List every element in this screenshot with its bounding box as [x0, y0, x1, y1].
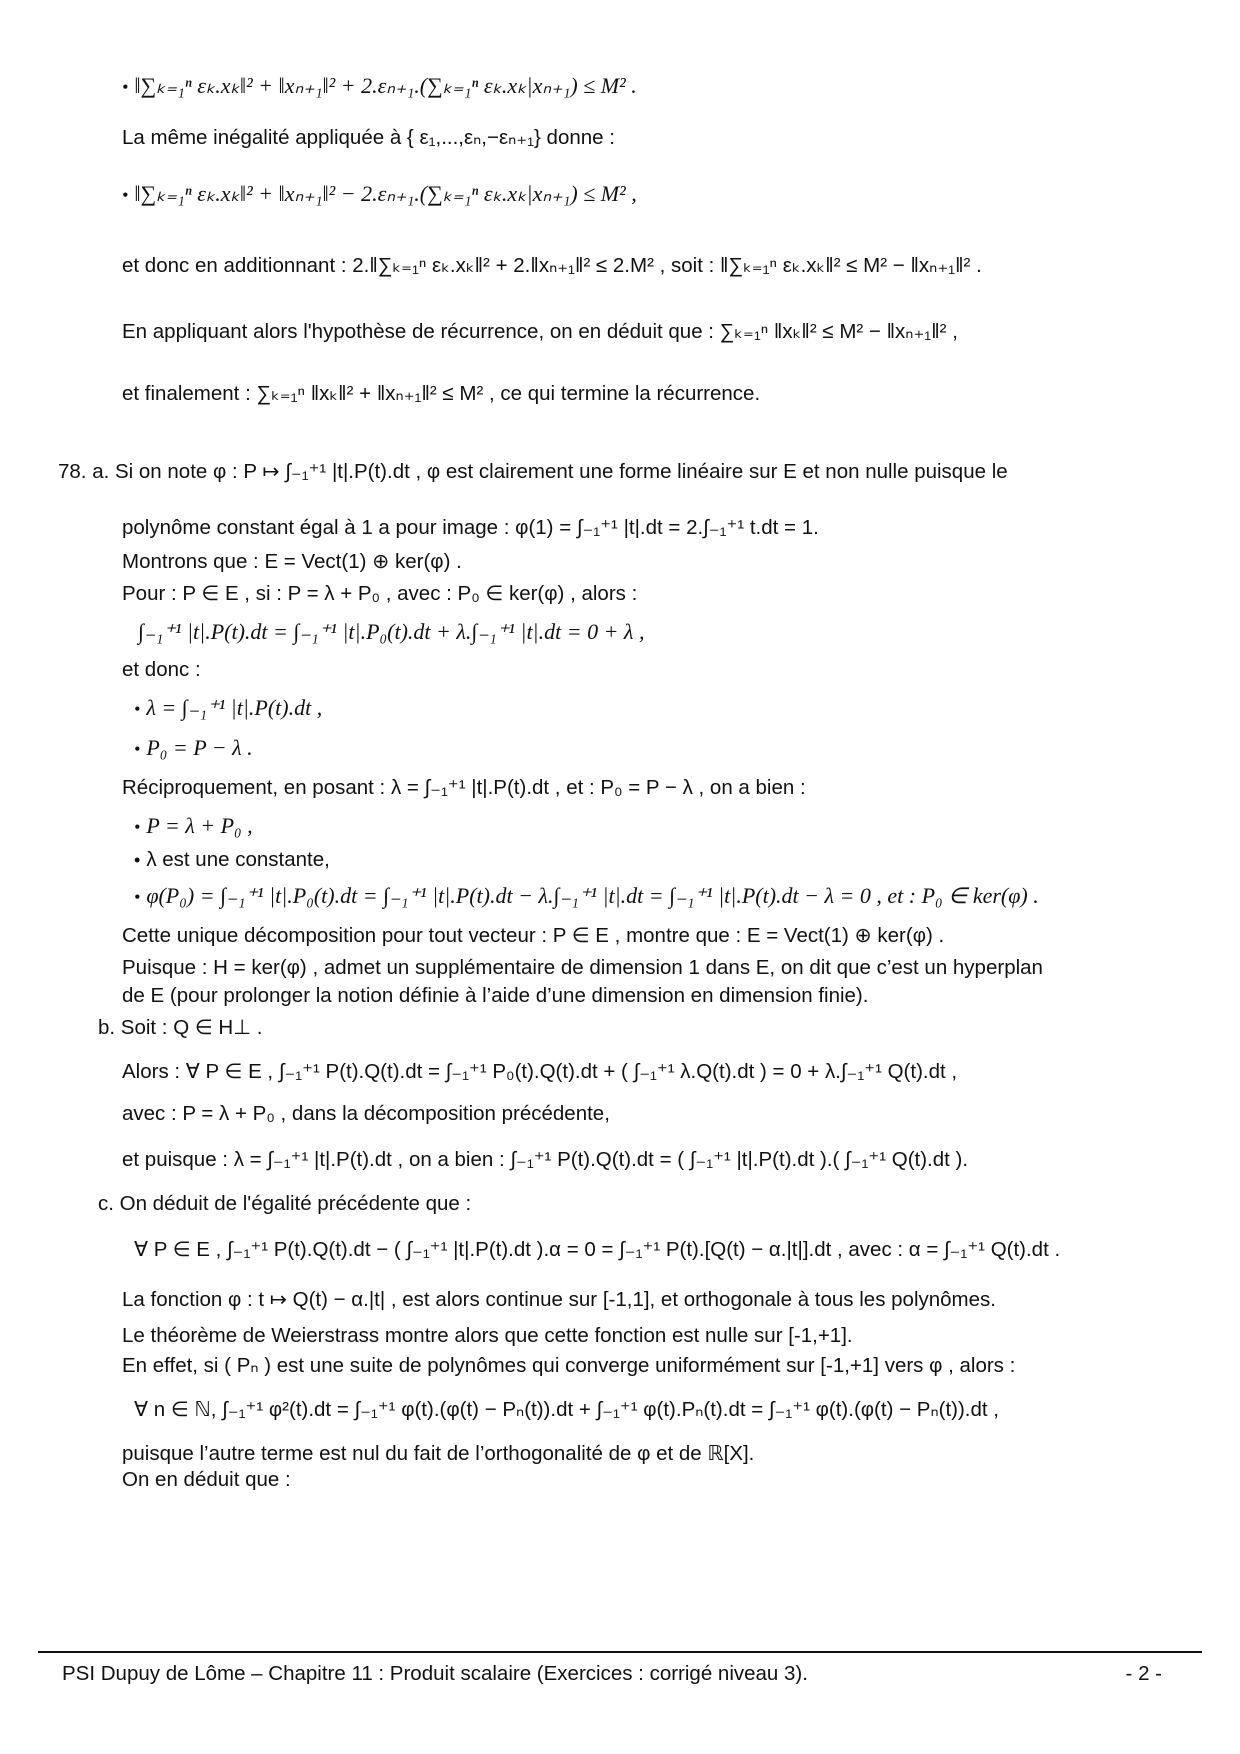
bullet-line: [134, 734, 253, 763]
text-line: puisque l’autre terme est nul du fait de l’orthogonalité de φ et de ℝ[X].: [122, 1442, 755, 1465]
bullet-glyph: •: [134, 817, 141, 837]
text-line: Pour : P ∈ E , si : P = λ + P₀ , avec : P₀ ∈ ker(φ) , alors :: [122, 582, 638, 605]
text-line: polynôme constant égal à 1 a pour image : φ(1) = ∫₋₁⁺¹ |t|.dt = 2.∫₋₁⁺¹ t.dt = 1.: [122, 516, 819, 539]
text-line: Cette unique décomposition pour tout vecteur : P ∈ E , montre que : E = Vect(1) ⊕ ker(φ) .: [122, 924, 945, 947]
text-line: et donc en additionnant : 2.‖∑ₖ₌₁ⁿ εₖ.xₖ‖² + 2.‖xₙ₊₁‖² ≤ 2.M² , soit : ‖∑ₖ₌₁ⁿ εₖ.xₖ‖² ≤ M² − ‖xₙ₊₁‖² .: [122, 254, 982, 277]
bullet-glyph: •: [134, 887, 141, 907]
formula: P₀ = P − λ .: [146, 735, 253, 760]
footer-title: PSI Dupuy de Lôme – Chapitre 11 : Produit scalaire (Exercices : corrigé niveau 3).: [62, 1662, 808, 1685]
bullet-line: [134, 694, 322, 723]
bullet-line: [134, 812, 253, 841]
footer-rule: [38, 1651, 1202, 1653]
text-line: En appliquant alors l'hypothèse de récurrence, on en déduit que : ∑ₖ₌₁ⁿ ‖xₖ‖² ≤ M² − ‖xₙ₊₁‖² ,: [122, 320, 958, 343]
text: λ est une constante,: [146, 848, 330, 871]
text-line: On en déduit que :: [122, 1468, 291, 1491]
text-line: Montrons que : E = Vect(1) ⊕ ker(φ) .: [122, 550, 462, 573]
text-line: avec : P = λ + P₀ , dans la décomposition précédente,: [122, 1102, 610, 1125]
bullet-line: [122, 180, 637, 209]
text-line: ∀ n ∈ ℕ, ∫₋₁⁺¹ φ²(t).dt = ∫₋₁⁺¹ φ(t).(φ(t) − Pₙ(t)).dt + ∫₋₁⁺¹ φ(t).Pₙ(t).dt = ∫₋₁⁺¹ φ(t).(φ(t) − Pₙ(t)).dt ,: [134, 1398, 999, 1421]
page-number: - 2 -: [1125, 1662, 1162, 1685]
bullet-glyph: •: [134, 850, 141, 870]
text-line: Alors : ∀ P ∈ E , ∫₋₁⁺¹ P(t).Q(t).dt = ∫₋₁⁺¹ P₀(t).Q(t).dt + ( ∫₋₁⁺¹ λ.Q(t).dt ) = 0 + λ.∫₋₁⁺¹ Q(t).dt ,: [122, 1060, 958, 1083]
part-c-heading: c. On déduit de l'égalité précédente que :: [98, 1192, 472, 1215]
text-line: et puisque : λ = ∫₋₁⁺¹ |t|.P(t).dt , on a bien : ∫₋₁⁺¹ P(t).Q(t).dt = ( ∫₋₁⁺¹ |t|.P(t).dt ).( ∫₋₁⁺¹ Q(t).dt ).: [122, 1148, 969, 1171]
exercise-78-heading: 78. a. Si on note φ : P ↦ ∫₋₁⁺¹ |t|.P(t).dt , φ est clairement une forme linéaire sur E et non nulle puisque le: [58, 460, 1008, 483]
bullet-glyph: •: [122, 185, 129, 205]
bullet-line: [134, 882, 1039, 911]
text-line: La même inégalité appliquée à { ε₁,...,εₙ,−εₙ₊₁} donne :: [122, 126, 615, 149]
text-line: de E (pour prolonger la notion définie à l’aide d’une dimension en dimension finie).: [122, 984, 869, 1007]
bullet-line: [134, 846, 330, 874]
text-line: et finalement : ∑ₖ₌₁ⁿ ‖xₖ‖² + ‖xₙ₊₁‖² ≤ M² , ce qui termine la récurrence.: [122, 382, 761, 405]
formula-line: ∫₋₁⁺¹ |t|.P(t).dt = ∫₋₁⁺¹ |t|.P₀(t).dt + λ.∫₋₁⁺¹ |t|.dt = 0 + λ ,: [138, 619, 645, 644]
text-line: ∀ P ∈ E , ∫₋₁⁺¹ P(t).Q(t).dt − ( ∫₋₁⁺¹ |t|.P(t).dt ).α = 0 = ∫₋₁⁺¹ P(t).[Q(t) − α.|t|].dt , avec : α = ∫₋₁⁺¹ Q(t).dt .: [134, 1238, 1061, 1261]
bullet-glyph: •: [134, 699, 141, 719]
text-line: Réciproquement, en posant : λ = ∫₋₁⁺¹ |t|.P(t).dt , et : P₀ = P − λ , on a bien :: [122, 776, 806, 799]
text-line: La fonction φ : t ↦ Q(t) − α.|t| , est alors continue sur [-1,1], et orthogonale à tous les polynômes.: [122, 1288, 996, 1311]
text-line: En effet, si ( Pₙ ) est une suite de polynômes qui converge uniformément sur [-1,+1] vers φ , alors :: [122, 1354, 1016, 1377]
bullet-glyph: •: [122, 77, 129, 97]
text-line: et donc :: [122, 658, 201, 681]
bullet-glyph: •: [134, 739, 141, 759]
formula: λ = ∫₋₁⁺¹ |t|.P(t).dt ,: [146, 695, 323, 720]
formula: ‖∑ₖ₌₁ⁿ εₖ.xₖ‖² + ‖xₙ₊₁‖² − 2.εₙ₊₁.(∑ₖ₌₁ⁿ εₖ.xₖ|xₙ₊₁) ≤ M² ,: [134, 181, 637, 206]
part-b-heading: b. Soit : Q ∈ H⊥ .: [98, 1016, 263, 1039]
formula: P = λ + P₀ ,: [146, 813, 253, 838]
text-line: Le théorème de Weierstrass montre alors que cette fonction est nulle sur [-1,+1].: [122, 1324, 853, 1347]
bullet-line: [122, 72, 637, 101]
formula: ‖∑ₖ₌₁ⁿ εₖ.xₖ‖² + ‖xₙ₊₁‖² + 2.εₙ₊₁.(∑ₖ₌₁ⁿ εₖ.xₖ|xₙ₊₁) ≤ M² .: [134, 73, 637, 98]
formula: φ(P₀) = ∫₋₁⁺¹ |t|.P₀(t).dt = ∫₋₁⁺¹ |t|.P(t).dt − λ.∫₋₁⁺¹ |t|.dt = ∫₋₁⁺¹ |t|.P(t).dt − λ = 0 , et : P₀ ∈ ker(φ) .: [146, 883, 1039, 908]
text-line: Puisque : H = ker(φ) , admet un supplémentaire de dimension 1 dans E, on dit que c’est un hyperplan: [122, 956, 1043, 979]
